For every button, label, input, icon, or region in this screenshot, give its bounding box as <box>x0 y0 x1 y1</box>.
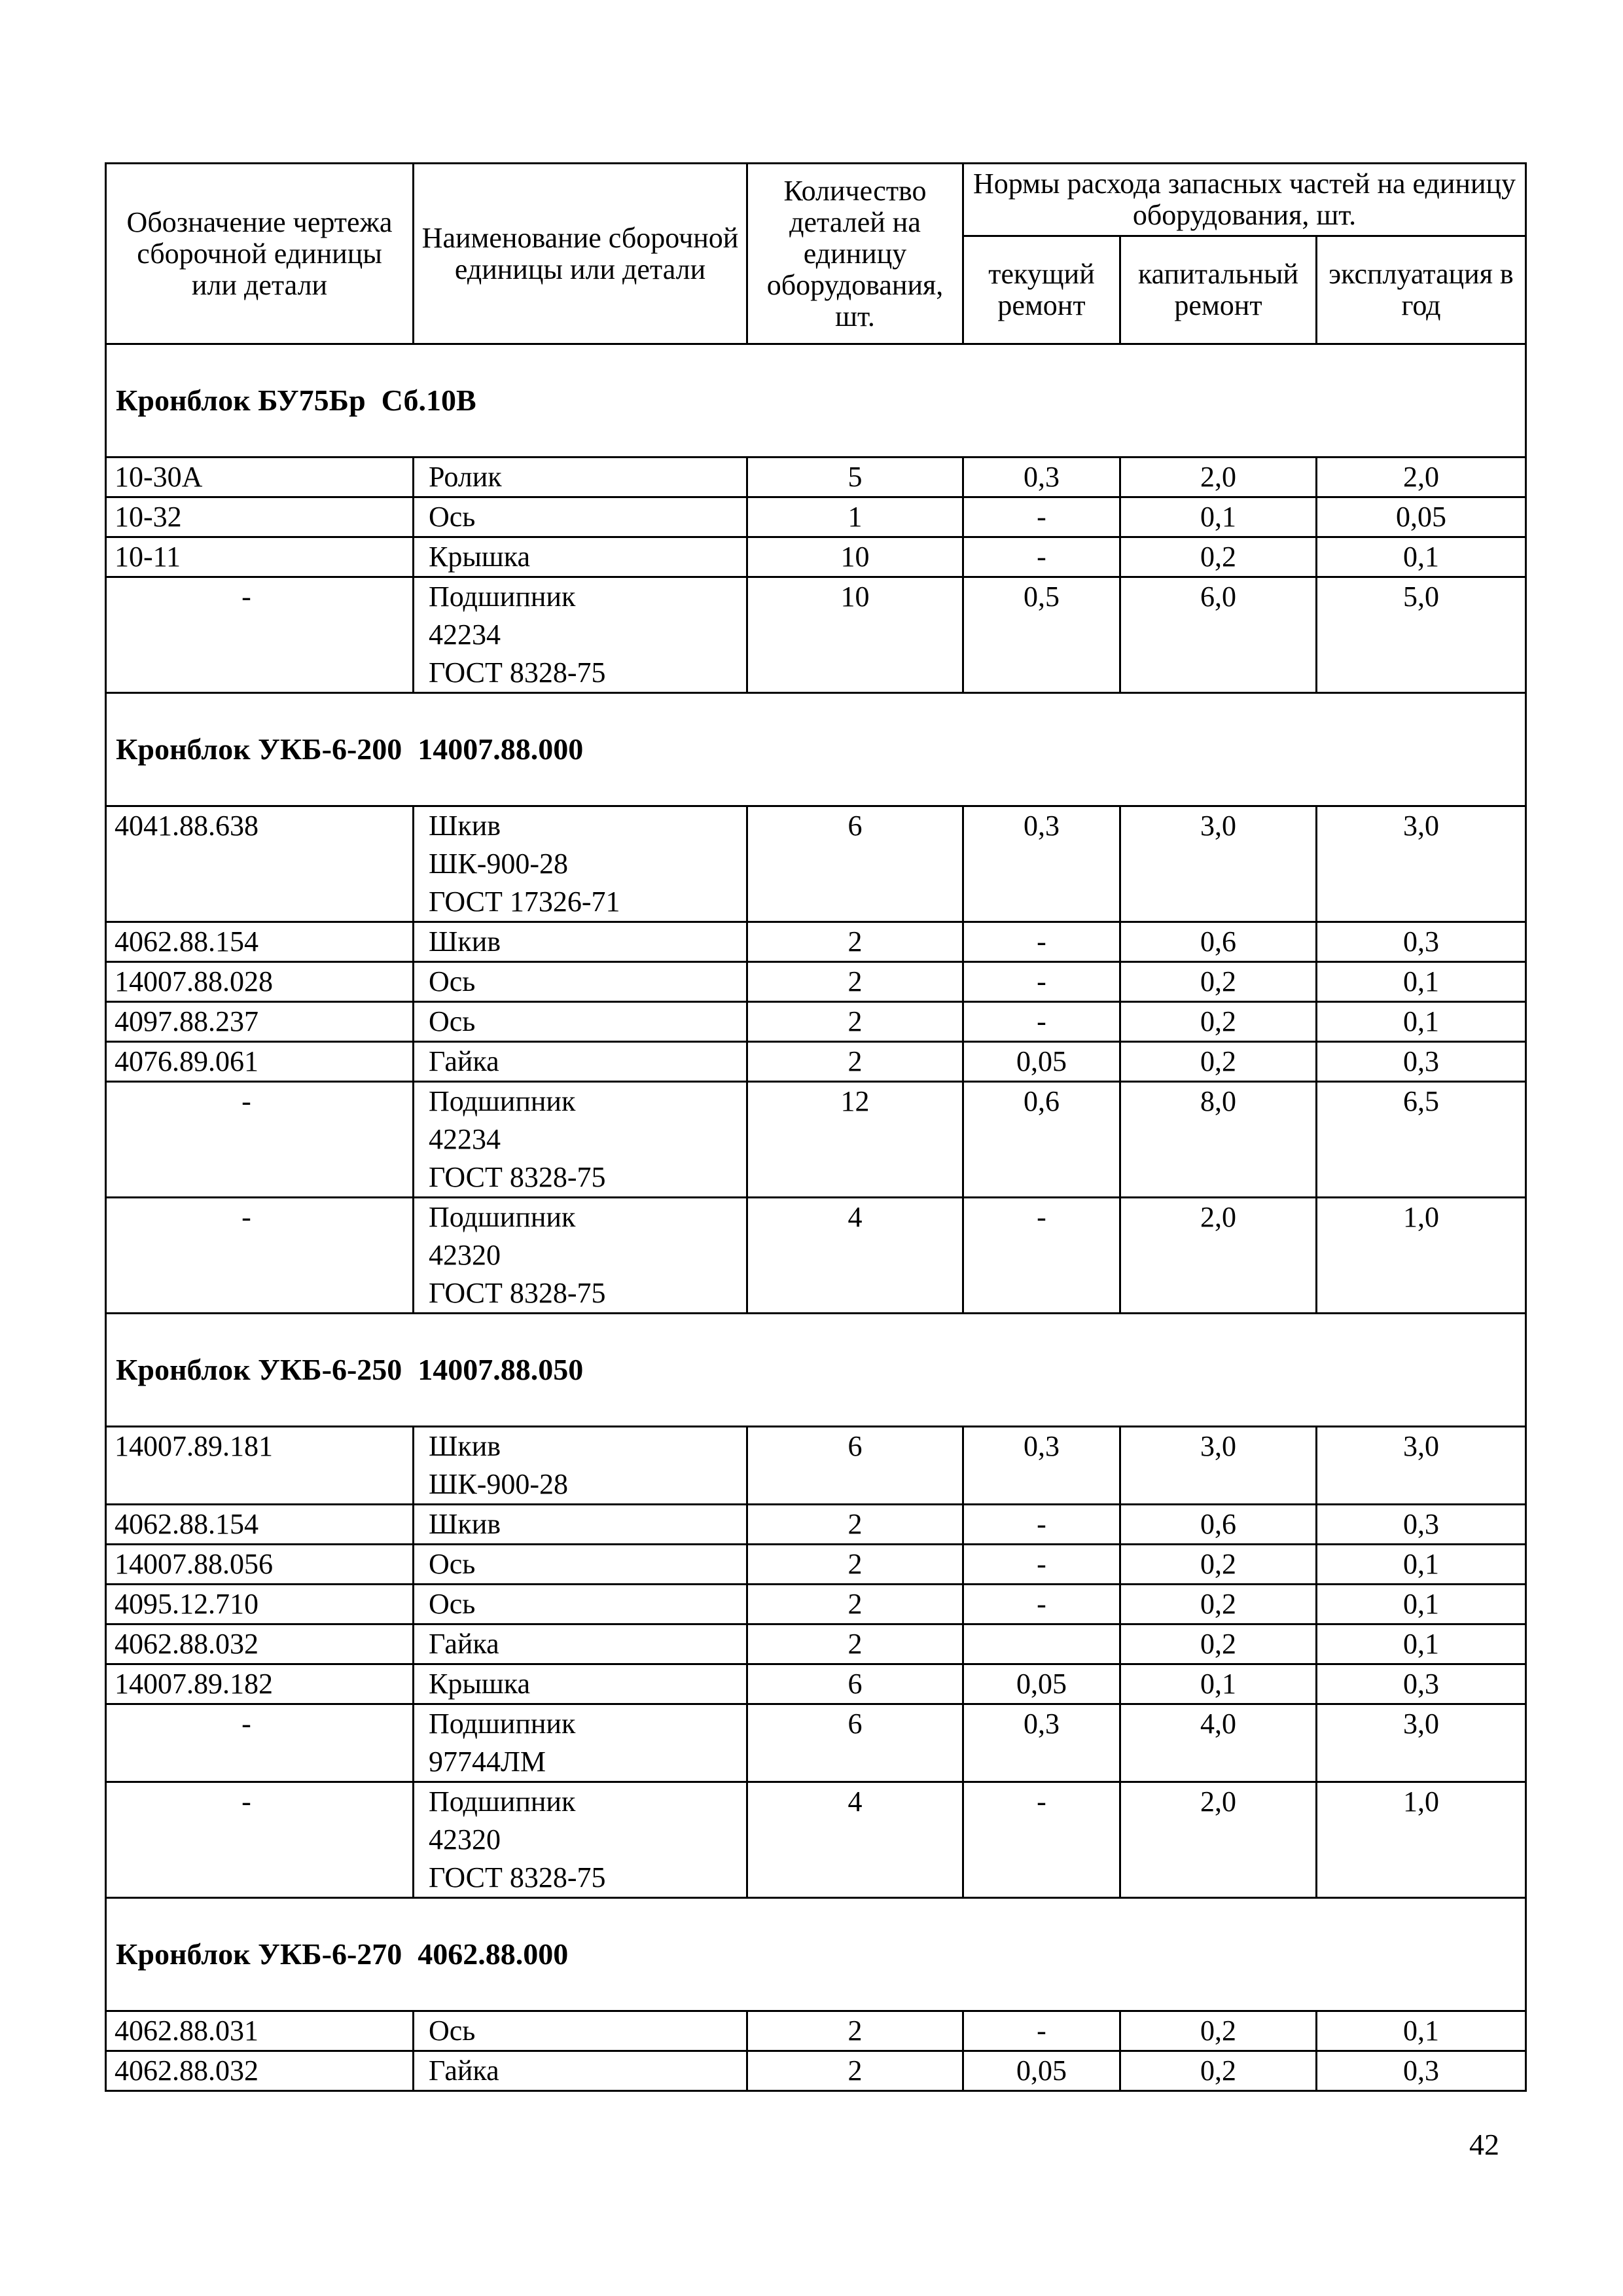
cell-operation-per-year: 0,1 <box>1317 1002 1526 1042</box>
cell-capital-repair: 0,2 <box>1120 1002 1317 1042</box>
cell-capital-repair: 3,0 <box>1120 806 1317 922</box>
cell-name-line: Шкив <box>429 925 501 958</box>
cell-designation: 4062.88.154 <box>106 922 414 962</box>
table-row <box>106 1505 1526 1545</box>
table-row <box>106 806 1526 922</box>
cell-name-line: ГОСТ 8328-75 <box>429 656 606 689</box>
cell-name <box>414 1198 747 1314</box>
cell-name-line: Ось <box>429 1005 476 1037</box>
cell-quantity: 10 <box>747 537 963 577</box>
cell-operation-per-year: 3,0 <box>1317 1704 1526 1782</box>
cell-quantity: 1 <box>747 497 963 537</box>
cell-name-line: Подшипник <box>429 1785 576 1818</box>
section-title-name: Кронблок БУ75Бр <box>116 384 366 417</box>
cell-current-repair: 0,3 <box>963 457 1120 497</box>
cell-operation-per-year: 0,05 <box>1317 497 1526 537</box>
cell-designation: - <box>106 1704 414 1782</box>
cell-name-line: 97744ЛМ <box>429 1746 546 1778</box>
section-title-name: Кронблок УКБ-6-200 <box>116 732 402 766</box>
cell-current-repair: - <box>963 1198 1120 1314</box>
cell-current-repair: - <box>963 497 1120 537</box>
table-row <box>106 2011 1526 2051</box>
section-title-code: 4062.88.000 <box>418 1937 569 1971</box>
cell-operation-per-year: 2,0 <box>1317 457 1526 497</box>
cell-operation-per-year: 0,3 <box>1317 2051 1526 2091</box>
table-row <box>106 537 1526 577</box>
cell-name-line: 42234 <box>429 1123 501 1155</box>
section-title <box>106 1898 1526 2011</box>
cell-name <box>414 2011 747 2051</box>
cell-designation: 4062.88.032 <box>106 2051 414 2091</box>
cell-quantity: 10 <box>747 577 963 693</box>
table-row <box>106 962 1526 1002</box>
section-heading-row <box>106 344 1526 457</box>
cell-operation-per-year: 0,1 <box>1317 962 1526 1002</box>
header-quantity: Количество деталей на единицу оборудования, шт. <box>747 164 963 344</box>
cell-name-line: Гайка <box>429 1628 499 1660</box>
table-row <box>106 1704 1526 1782</box>
cell-name <box>414 1664 747 1704</box>
cell-capital-repair: 0,1 <box>1120 497 1317 537</box>
table-row <box>106 1198 1526 1314</box>
cell-current-repair: - <box>963 1585 1120 1624</box>
cell-capital-repair: 0,6 <box>1120 1505 1317 1545</box>
cell-quantity: 4 <box>747 1782 963 1898</box>
table-row <box>106 1664 1526 1704</box>
header-norms: Нормы расхода запасных частей на единицу оборудования, шт. <box>963 164 1526 236</box>
cell-designation: 14007.89.182 <box>106 1664 414 1704</box>
cell-designation: 4076.89.061 <box>106 1042 414 1082</box>
cell-name-line: Подшипник <box>429 581 576 613</box>
table-row <box>106 1042 1526 1082</box>
table-row <box>106 922 1526 962</box>
cell-capital-repair: 2,0 <box>1120 457 1317 497</box>
cell-quantity: 6 <box>747 1704 963 1782</box>
cell-name <box>414 1042 747 1082</box>
table-row <box>106 1002 1526 1042</box>
cell-capital-repair: 8,0 <box>1120 1082 1317 1198</box>
cell-quantity: 2 <box>747 1545 963 1585</box>
cell-operation-per-year: 3,0 <box>1317 806 1526 922</box>
cell-operation-per-year: 0,1 <box>1317 1585 1526 1624</box>
cell-capital-repair: 6,0 <box>1120 577 1317 693</box>
cell-capital-repair: 0,1 <box>1120 1664 1317 1704</box>
section-title-code: 14007.88.050 <box>418 1353 584 1386</box>
cell-current-repair: 0,3 <box>963 806 1120 922</box>
cell-name <box>414 1704 747 1782</box>
cell-designation: 10-11 <box>106 537 414 577</box>
cell-capital-repair: 0,2 <box>1120 2011 1317 2051</box>
cell-name-line: Ось <box>429 501 476 533</box>
cell-capital-repair: 4,0 <box>1120 1704 1317 1782</box>
section-title-name: Кронблок УКБ-6-270 <box>116 1937 402 1971</box>
cell-operation-per-year: 0,3 <box>1317 1042 1526 1082</box>
header-designation: Обозначение чертежа сборочной единицы или детали <box>106 164 414 344</box>
cell-capital-repair: 0,2 <box>1120 2051 1317 2091</box>
table-row <box>106 577 1526 693</box>
cell-designation: - <box>106 577 414 693</box>
cell-name <box>414 806 747 922</box>
cell-quantity: 6 <box>747 1664 963 1704</box>
cell-name-line: Подшипник <box>429 1708 576 1740</box>
cell-designation: 4062.88.154 <box>106 1505 414 1545</box>
cell-name <box>414 1002 747 1042</box>
cell-quantity: 2 <box>747 1002 963 1042</box>
cell-operation-per-year: 6,5 <box>1317 1082 1526 1198</box>
cell-current-repair: - <box>963 922 1120 962</box>
cell-capital-repair: 0,2 <box>1120 1585 1317 1624</box>
table-row <box>106 1782 1526 1898</box>
cell-name <box>414 1545 747 1585</box>
cell-name-line: ГОСТ 8328-75 <box>429 1861 606 1893</box>
cell-designation: - <box>106 1198 414 1314</box>
header-name: Наименование сборочной единицы или детали <box>414 164 747 344</box>
cell-name-line: Шкив <box>429 1430 501 1462</box>
cell-name-line: ШК-900-28 <box>429 848 569 880</box>
cell-capital-repair: 2,0 <box>1120 1198 1317 1314</box>
section-title-code: 14007.88.000 <box>418 732 584 766</box>
cell-quantity: 5 <box>747 457 963 497</box>
cell-name-line: Шкив <box>429 1508 501 1540</box>
cell-current-repair: 0,05 <box>963 1042 1120 1082</box>
cell-name <box>414 922 747 962</box>
cell-current-repair: 0,3 <box>963 1704 1120 1782</box>
cell-designation: 4041.88.638 <box>106 806 414 922</box>
cell-operation-per-year: 0,1 <box>1317 1624 1526 1664</box>
cell-current-repair: - <box>963 962 1120 1002</box>
cell-current-repair: 0,05 <box>963 2051 1120 2091</box>
cell-name-line: 42320 <box>429 1823 501 1856</box>
table-row <box>106 1082 1526 1198</box>
cell-capital-repair: 2,0 <box>1120 1782 1317 1898</box>
cell-quantity: 6 <box>747 1427 963 1505</box>
cell-name-line: Ролик <box>429 461 502 493</box>
cell-name <box>414 1782 747 1898</box>
cell-quantity: 12 <box>747 1082 963 1198</box>
cell-designation: 14007.89.181 <box>106 1427 414 1505</box>
cell-current-repair: 0,5 <box>963 577 1120 693</box>
cell-quantity: 2 <box>747 2051 963 2091</box>
cell-name-line: Ось <box>429 965 476 997</box>
cell-designation: 10-30А <box>106 457 414 497</box>
spare-parts-table <box>105 162 1527 2092</box>
cell-name-line: ГОСТ 17326-71 <box>429 886 620 918</box>
cell-operation-per-year: 0,3 <box>1317 922 1526 962</box>
cell-operation-per-year: 0,1 <box>1317 537 1526 577</box>
cell-current-repair: - <box>963 1002 1120 1042</box>
cell-quantity: 2 <box>747 1624 963 1664</box>
cell-name <box>414 962 747 1002</box>
section-heading-row <box>106 1898 1526 2011</box>
cell-capital-repair: 3,0 <box>1120 1427 1317 1505</box>
cell-operation-per-year: 3,0 <box>1317 1427 1526 1505</box>
cell-capital-repair: 0,2 <box>1120 1545 1317 1585</box>
cell-quantity: 6 <box>747 806 963 922</box>
cell-designation: 4062.88.032 <box>106 1624 414 1664</box>
cell-capital-repair: 0,2 <box>1120 962 1317 1002</box>
cell-name <box>414 1585 747 1624</box>
cell-designation: 10-32 <box>106 497 414 537</box>
cell-quantity: 4 <box>747 1198 963 1314</box>
cell-current-repair <box>963 1624 1120 1664</box>
cell-name-line: ШК-900-28 <box>429 1468 569 1500</box>
cell-designation: 4097.88.237 <box>106 1002 414 1042</box>
cell-quantity: 2 <box>747 1042 963 1082</box>
section-heading-row <box>106 1314 1526 1427</box>
cell-operation-per-year: 0,1 <box>1317 1545 1526 1585</box>
cell-quantity: 2 <box>747 922 963 962</box>
section-heading-row <box>106 693 1526 806</box>
table-header <box>106 164 1526 344</box>
table-row <box>106 1585 1526 1624</box>
cell-name-line: Гайка <box>429 1045 499 1077</box>
cell-operation-per-year: 0,3 <box>1317 1505 1526 1545</box>
cell-quantity: 2 <box>747 1505 963 1545</box>
table-row <box>106 1427 1526 1505</box>
cell-operation-per-year: 1,0 <box>1317 1198 1526 1314</box>
cell-current-repair: - <box>963 1505 1120 1545</box>
header-capital-repair: капитальный ремонт <box>1120 236 1317 344</box>
section-title-name: Кронблок УКБ-6-250 <box>116 1353 402 1386</box>
cell-current-repair: - <box>963 1545 1120 1585</box>
cell-name-line: ГОСТ 8328-75 <box>429 1161 606 1193</box>
cell-quantity: 2 <box>747 962 963 1002</box>
cell-current-repair: - <box>963 1782 1120 1898</box>
cell-name-line: Гайка <box>429 2054 499 2087</box>
cell-designation: - <box>106 1082 414 1198</box>
section-title <box>106 344 1526 457</box>
cell-name-line: Подшипник <box>429 1201 576 1233</box>
cell-name-line: Шкив <box>429 810 501 842</box>
cell-designation: 14007.88.028 <box>106 962 414 1002</box>
cell-name <box>414 2051 747 2091</box>
cell-name <box>414 1624 747 1664</box>
cell-name-line: 42320 <box>429 1239 501 1271</box>
cell-quantity: 2 <box>747 1585 963 1624</box>
cell-current-repair: 0,05 <box>963 1664 1120 1704</box>
cell-operation-per-year: 5,0 <box>1317 577 1526 693</box>
cell-designation: 14007.88.056 <box>106 1545 414 1585</box>
cell-designation: - <box>106 1782 414 1898</box>
cell-operation-per-year: 1,0 <box>1317 1782 1526 1898</box>
cell-name-line: 42234 <box>429 619 501 651</box>
cell-name-line: Ось <box>429 2015 476 2047</box>
cell-name <box>414 1427 747 1505</box>
table-row <box>106 1545 1526 1585</box>
cell-capital-repair: 0,2 <box>1120 537 1317 577</box>
cell-name-line: Крышка <box>429 541 531 573</box>
cell-designation: 4062.88.031 <box>106 2011 414 2051</box>
table-row <box>106 497 1526 537</box>
cell-name-line: Крышка <box>429 1668 531 1700</box>
cell-operation-per-year: 0,3 <box>1317 1664 1526 1704</box>
cell-capital-repair: 0,6 <box>1120 922 1317 962</box>
header-operation-per-year: эксплуатация в год <box>1317 236 1526 344</box>
cell-name <box>414 497 747 537</box>
cell-name-line: Ось <box>429 1588 476 1620</box>
cell-operation-per-year: 0,1 <box>1317 2011 1526 2051</box>
table-row <box>106 457 1526 497</box>
cell-name <box>414 457 747 497</box>
cell-capital-repair: 0,2 <box>1120 1042 1317 1082</box>
cell-quantity: 2 <box>747 2011 963 2051</box>
table-row <box>106 2051 1526 2091</box>
cell-designation: 4095.12.710 <box>106 1585 414 1624</box>
section-title <box>106 693 1526 806</box>
cell-name-line: Ось <box>429 1548 476 1580</box>
table-body <box>106 344 1526 2091</box>
cell-name <box>414 537 747 577</box>
header-current-repair: текущий ремонт <box>963 236 1120 344</box>
page-number: 42 <box>1469 2128 1499 2161</box>
section-title <box>106 1314 1526 1427</box>
cell-name-line: Подшипник <box>429 1085 576 1117</box>
cell-name <box>414 1505 747 1545</box>
table-row <box>106 1624 1526 1664</box>
cell-name <box>414 1082 747 1198</box>
cell-name-line: ГОСТ 8328-75 <box>429 1277 606 1309</box>
section-title-code: Сб.10В <box>381 384 476 417</box>
cell-current-repair: 0,6 <box>963 1082 1120 1198</box>
cell-current-repair: - <box>963 537 1120 577</box>
cell-capital-repair: 0,2 <box>1120 1624 1317 1664</box>
cell-name <box>414 577 747 693</box>
cell-current-repair: 0,3 <box>963 1427 1120 1505</box>
cell-current-repair: - <box>963 2011 1120 2051</box>
